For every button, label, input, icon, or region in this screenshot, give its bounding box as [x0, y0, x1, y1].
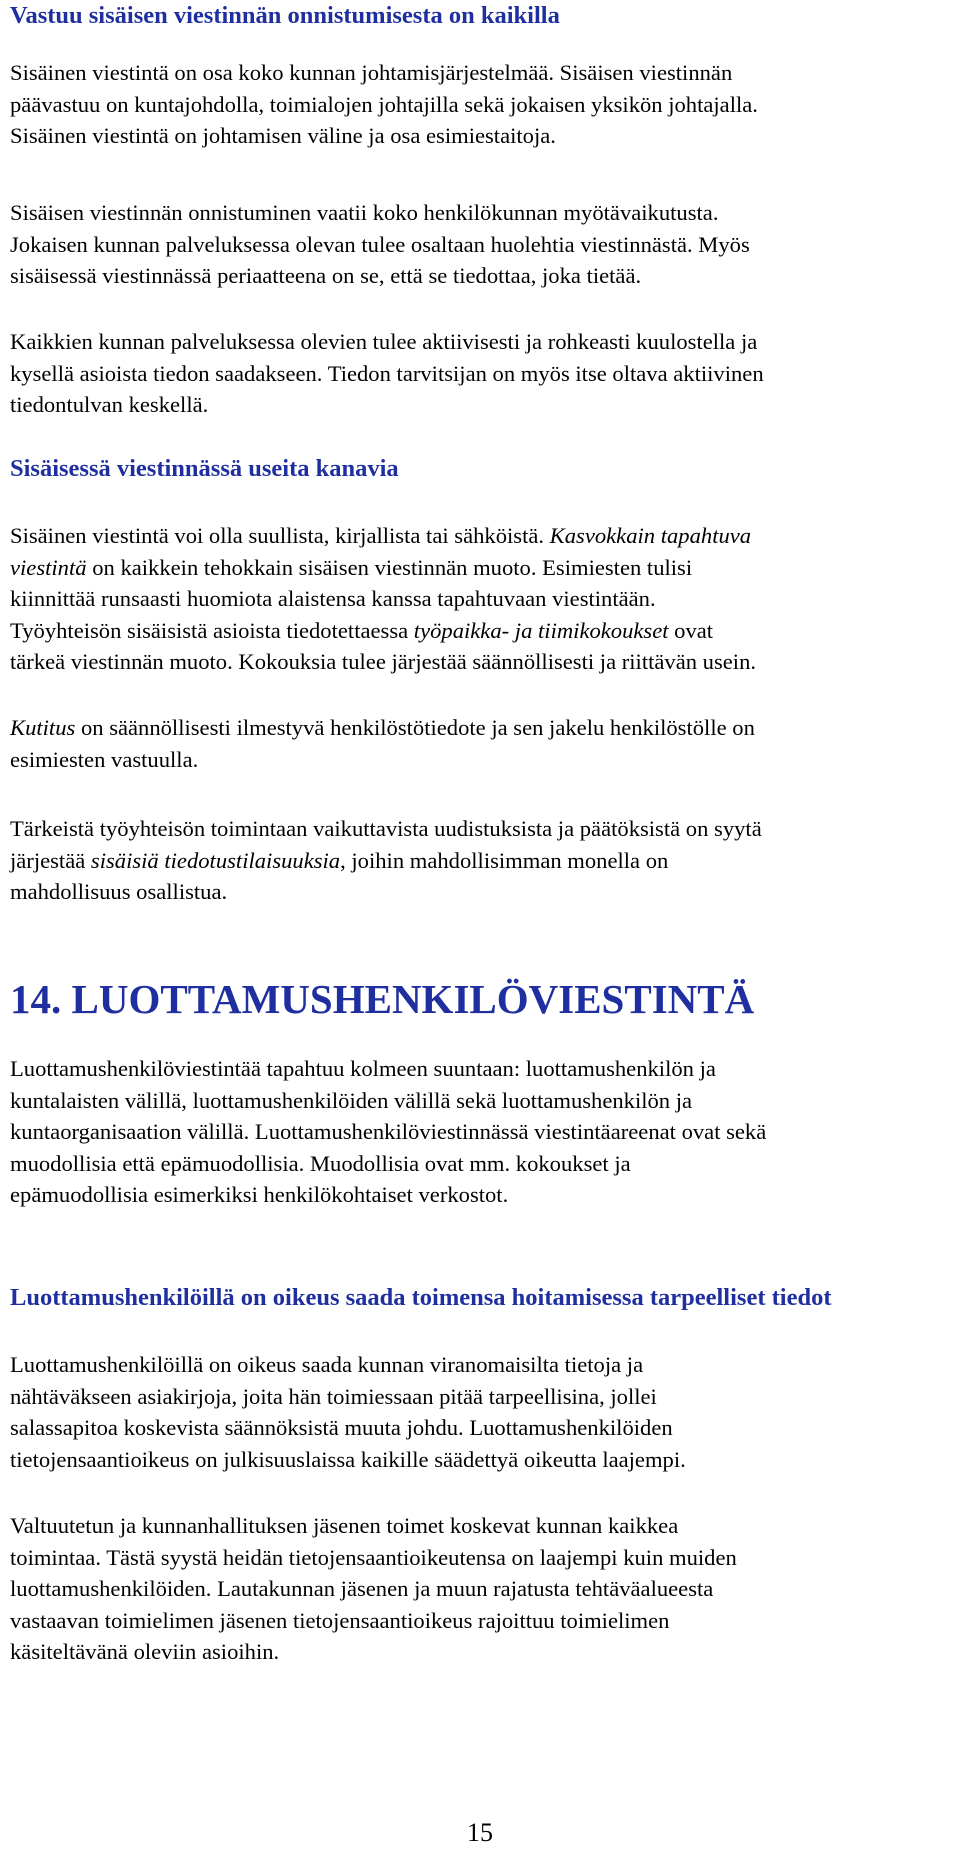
text-line: Jokaisen kunnan palveluksessa olevan tulee osaltaan huolehtia viestinnästä. Myös [10, 231, 750, 257]
emphasis-text: Kasvokkain tapahtuva [549, 523, 752, 548]
text-line: Sisäisen viestinnän onnistuminen vaatii koko henkilökunnan myötävaikutusta. [10, 200, 719, 225]
text-line: esimiesten vastuulla. [10, 746, 199, 772]
paragraph [10, 1510, 955, 1668]
text-run: on kaikkein tehokkain sisäisen viestinnän muoto. Esimiesten tulisi [86, 554, 693, 580]
chapter-heading: 14. LUOTTAMUSHENKILÖVIESTINTÄ [10, 976, 755, 1022]
text-line: kysellä asioista tiedon saadakseen. Tiedon tarvitsijan on myös itse oltava aktiivinen [10, 360, 764, 386]
text-line: tiedontulvan keskellä. [10, 392, 209, 417]
text-line: kuntaorganisaation välillä. Luottamushenkilöviestinnässä viestintäareenat ovat sekä [10, 1119, 767, 1144]
text-line [10, 615, 955, 647]
text-line: mahdollisuus osallistua. [10, 879, 228, 904]
emphasis-text: työpaikka- ja tiimikokoukset [413, 617, 669, 643]
text-line: Kaikkien kunnan palveluksessa olevien tulee aktiivisesti ja rohkeasti kuulostella ja [10, 329, 758, 354]
text-run: Sisäinen viestintä voi olla suullista, kirjallista tai sähköistä. [10, 523, 550, 548]
text-line: Sisäinen viestintä on osa koko kunnan johtamisjärjestelmää. Sisäisen viestinnän [10, 60, 733, 85]
section-heading-internal-channels: Sisäisessä viestinnässä useita kanavia [10, 455, 399, 482]
text-line [10, 712, 955, 744]
text-line [10, 845, 955, 877]
text-line: epämuodollisia esimerkiksi henkilökohtaiset verkostot. [10, 1182, 509, 1207]
text-line: kiinnittää runsaasti huomiota alaistensa kanssa tapahtuvaan viestintään. [10, 586, 656, 611]
paragraph [10, 326, 955, 421]
emphasis-text: sisäisiä tiedotustilaisuuksia [90, 847, 341, 873]
text-line: käsiteltävänä oleviin asioihin. [10, 1639, 280, 1664]
text-line: tärkeä viestinnän muoto. Kokouksia tulee järjestää säännöllisesti ja riittävän usein. [10, 649, 757, 674]
section-heading-trustee-information-rights: Luottamushenkilöillä on oikeus saada toimensa hoitamisessa tarpeelliset tiedot [10, 1284, 832, 1311]
text-run: ovat [668, 617, 714, 643]
text-line: tietojensaantioikeus on julkisuuslaissa kaikille säädettyä oikeutta laajempi. [10, 1446, 686, 1472]
text-line: vastaavan toimielimen jäsenen tietojensaantioikeus rajoittuu toimielimen [10, 1607, 670, 1633]
page-number: 15 [467, 1818, 493, 1847]
paragraph [10, 1053, 955, 1211]
paragraph [10, 712, 955, 775]
paragraph [10, 520, 955, 678]
text-line: salassapitoa koskevista säännöksistä muuta johdu. Luottamushenkilöiden [10, 1415, 673, 1440]
paragraph [10, 57, 955, 152]
text-line [10, 552, 955, 584]
paragraph [10, 813, 955, 908]
paragraph [10, 1349, 955, 1475]
emphasis-text: viestintä [10, 554, 87, 580]
text-line: päävastuu on kuntajohdolla, toimialojen johtajilla sekä jokaisen yksikön johtajalla. [10, 91, 758, 117]
text-line: Tärkeistä työyhteisön toimintaan vaikuttavista uudistuksista ja päätöksistä on syytä [10, 816, 762, 841]
text-line: Luottamushenkilöillä on oikeus saada kunnan viranomaisilta tietoja ja [10, 1352, 644, 1377]
text-run: on säännöllisesti ilmestyvä henkilöstötiedote ja sen jakelu henkilöstölle on [75, 715, 755, 740]
text-run: Työyhteisön sisäisistä asioista tiedotettaessa [10, 617, 414, 643]
emphasis-text: Kutitus [10, 715, 76, 740]
text-line: Valtuutetun ja kunnanhallituksen jäsenen toimet koskevat kunnan kaikkea [10, 1513, 679, 1538]
text-line: luottamushenkilöiden. Lautakunnan jäsenen ja muun rajatusta tehtäväalueesta [10, 1576, 714, 1601]
text-line: sisäisessä viestinnässä periaatteena on se, että se tiedottaa, joka tietää. [10, 263, 642, 288]
text-line: nähtäväkseen asiakirjoja, joita hän toimiessaan pitää tarpeellisina, jollei [10, 1383, 657, 1409]
paragraph [10, 197, 955, 292]
text-run: järjestää [10, 847, 91, 873]
text-run: , joihin mahdollisimman monella on [340, 847, 669, 873]
section-heading-internal-communication-responsibility: Vastuu sisäisen viestinnän onnistumisesta on kaikilla [10, 2, 560, 29]
text-line: kuntalaisten välillä, luottamushenkilöiden välillä sekä luottamushenkilön ja [10, 1087, 693, 1113]
text-line: muodollisia että epämuodollisia. Muodollisia ovat mm. kokoukset ja [10, 1150, 631, 1176]
text-line: Luottamushenkilöviestintää tapahtuu kolmeen suuntaan: luottamushenkilön ja [10, 1056, 716, 1081]
text-line [10, 520, 955, 552]
text-line: Sisäinen viestintä on johtamisen väline ja osa esimiestaitoja. [10, 123, 556, 148]
text-line: toimintaa. Tästä syystä heidän tietojensaantioikeutensa on laajempi kuin muiden [10, 1544, 737, 1570]
